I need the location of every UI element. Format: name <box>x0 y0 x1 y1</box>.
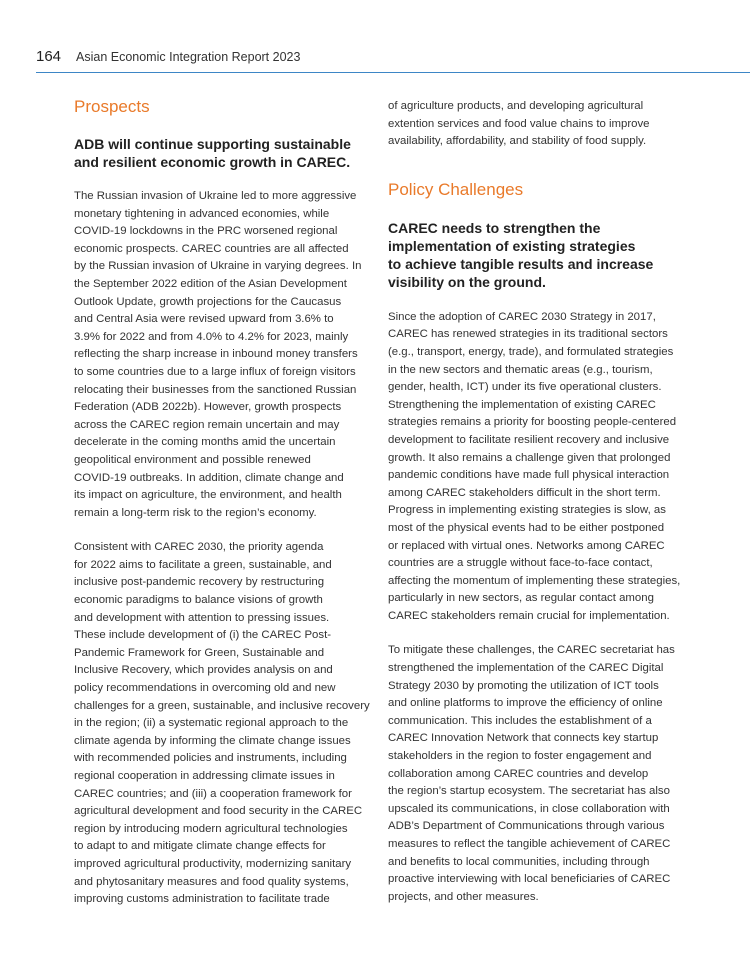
text-line: strategies remains a priority for boosting people-centered <box>388 416 677 429</box>
text-line: and development with attention to pressing issues. <box>74 611 330 624</box>
text-line: CAREC Innovation Network that connects key startup <box>388 732 659 745</box>
text-line: across the CAREC region remain uncertain and may <box>74 418 340 431</box>
text-line: Pandemic Framework for Green, Sustainable and <box>74 646 325 659</box>
text-line: CAREC stakeholders remain crucial for implementation. <box>388 609 670 622</box>
text-line: policy recommendations in overcoming old and new <box>74 682 336 695</box>
text-line: and benefits to local communities, including through <box>388 855 650 868</box>
text-line: to adapt to and mitigate climate change effects for <box>74 840 326 853</box>
text-line: gender, health, ICT) under its five operational clusters. <box>388 381 662 394</box>
text-line: collaboration among CAREC countries and develop <box>388 767 649 780</box>
text-line: geopolitical environment and possible renewed <box>74 453 311 466</box>
text-line: its impact on agriculture, the environment, and health <box>74 489 342 502</box>
text-line: Outlook Update, growth projections for the Caucasus <box>74 295 342 308</box>
text-line: relocating their businesses from the sanctioned Russian <box>74 383 357 396</box>
prospects-paragraph-2 <box>74 539 372 908</box>
text-line: the September 2022 edition of the Asian Development <box>74 277 347 290</box>
text-line: and Central Asia were revised upward from 3.6% to <box>74 313 334 326</box>
prospects-subheading-line: ADB will continue supporting sustainable <box>74 136 351 152</box>
text-line: Strategy 2030 by promoting the utilization of ICT tools <box>388 679 659 692</box>
text-line: Progress in implementing existing strategies is slow, as <box>388 504 666 517</box>
prospects-continuation <box>388 98 708 151</box>
text-line: of agriculture products, and developing agricultural <box>388 100 644 112</box>
text-line: challenges for a green, sustainable, and inclusive recovery <box>74 699 370 712</box>
text-line: strengthened the implementation of the CAREC Digital <box>388 662 664 675</box>
text-line: by the Russian invasion of Ukraine in varying degrees. In <box>74 260 362 273</box>
text-line: region by introducing modern agricultural technologies <box>74 822 348 835</box>
text-line: improving customs administration to facilitate trade <box>74 893 330 906</box>
policy-challenges-heading: Policy Challenges <box>388 179 524 199</box>
text-line: development to facilitate resilient recovery and inclusive <box>388 433 670 446</box>
policy-subheading-line: CAREC needs to strengthen the <box>388 219 601 236</box>
policy-paragraph-1 <box>388 309 708 626</box>
text-line: Consistent with CAREC 2030, the priority agenda <box>74 541 324 554</box>
text-line: stakeholders in the region to foster engagement and <box>388 750 652 763</box>
prospects-heading: Prospects <box>74 97 150 116</box>
text-line: CAREC has renewed strategies in its traditional sectors <box>388 328 668 341</box>
text-line: COVID-19 lockdowns in the PRC worsened regional <box>74 225 338 238</box>
policy-subheading-line: visibility on the ground. <box>388 273 546 290</box>
text-line: in the new sectors and thematic areas (e.g., tourism, <box>388 363 653 376</box>
text-line: projects, and other measures. <box>388 890 539 903</box>
text-line: inclusive post-pandemic recovery by restructuring <box>74 576 325 589</box>
text-line: pandemic conditions have made full physical interaction <box>388 469 670 482</box>
text-line: extention services and food value chains to improve <box>388 117 650 130</box>
text-line: agricultural development and food security in the CAREC <box>74 805 363 818</box>
text-line: ADB’s Department of Communications through various <box>388 820 665 833</box>
text-line: upscaled its communications, in close collaboration with <box>388 802 670 815</box>
text-line: climate agenda by informing the climate change issues <box>74 734 351 747</box>
policy-subheading <box>388 219 708 291</box>
text-line: countries are a struggle without face-to-face contact, <box>388 557 653 570</box>
text-line: To mitigate these challenges, the CAREC secretariat has <box>388 644 675 657</box>
text-line: economic prospects. CAREC countries are all affected <box>74 242 349 255</box>
report-title: Asian Economic Integration Report 2023 <box>76 50 301 64</box>
text-line: for 2022 aims to facilitate a green, sustainable, and <box>74 558 332 571</box>
text-line: affecting the momentum of implementing these strategies, <box>388 574 681 587</box>
text-line: improved agricultural productivity, modernizing sanitary <box>74 857 352 870</box>
text-line: These include development of (i) the CAREC Post- <box>74 629 332 642</box>
policy-paragraph-2 <box>388 642 708 906</box>
policy-subheading-line: to achieve tangible results and increase <box>388 255 654 272</box>
text-line: communication. This includes the establishment of a <box>388 714 652 727</box>
right-column <box>388 96 708 906</box>
text-line: remain a long-term risk to the region’s economy. <box>74 506 317 519</box>
text-line: proactive interviewing with local beneficiaries of CAREC <box>388 873 671 886</box>
prospects-paragraph-1 <box>74 188 372 522</box>
text-line: regional cooperation in addressing climate issues in <box>74 770 335 782</box>
text-line: Strengthening the implementation of existing CAREC <box>388 398 656 411</box>
text-line: measures to reflect the tangible achievement of CAREC <box>388 838 671 850</box>
text-line: with recommended policies and instruments, including <box>74 752 347 765</box>
text-line: monetary tightening in advanced economies, while <box>74 207 330 220</box>
page-number: 164 <box>36 48 62 65</box>
header-rule <box>36 72 750 73</box>
text-line: or replaced with virtual ones. Networks among CAREC <box>388 539 665 552</box>
text-line: economic paradigms to balance visions of growth <box>74 594 323 607</box>
text-line: Federation (ADB 2022b). However, growth prospects <box>74 401 342 414</box>
prospects-subheading-line: and resilient economic growth in CAREC. <box>74 154 351 170</box>
text-line: The Russian invasion of Ukraine led to more aggressive <box>74 190 357 202</box>
text-line: among CAREC stakeholders difficult in the short term. <box>388 486 661 499</box>
text-line: CAREC countries; and (iii) a cooperation framework for <box>74 787 352 800</box>
text-line: particularly in new sectors, as regular contact among <box>388 592 654 605</box>
text-line: Inclusive Recovery, which provides analysis on and <box>74 664 333 677</box>
text-line: most of the physical events had to be either postponed <box>388 521 665 534</box>
text-line: availability, affordability, and stability of food supply. <box>388 135 647 148</box>
text-line: growth. It also remains a challenge given that prolonged <box>388 451 671 464</box>
text-line: (e.g., transport, energy, trade), and formulated strategies <box>388 345 674 358</box>
text-line: reflecting the sharp increase in inbound money transfers <box>74 348 358 361</box>
policy-subheading-line: implementation of existing strategies <box>388 237 636 254</box>
text-line: the region’s startup ecosystem. The secretariat has also <box>388 785 670 798</box>
text-line: to some countries due to a large influx of foreign visitors <box>74 365 356 378</box>
text-line: decelerate in the coming months amid the uncertain <box>74 436 336 449</box>
left-column <box>74 96 372 909</box>
text-line: and phytosanitary measures and food quality systems, <box>74 875 349 888</box>
text-line: COVID-19 outbreaks. In addition, climate change and <box>74 471 344 484</box>
text-line: and online platforms to improve the efficiency of online <box>388 697 663 710</box>
text-line: in the region; (ii) a systematic regional approach to the <box>74 717 349 730</box>
page-header <box>0 0 750 74</box>
text-line: Since the adoption of CAREC 2030 Strategy in 2017, <box>388 310 656 323</box>
prospects-subheading <box>74 135 372 171</box>
text-line: 3.9% for 2022 and from 4.0% to 4.2% for 2023, mainly <box>74 330 349 343</box>
